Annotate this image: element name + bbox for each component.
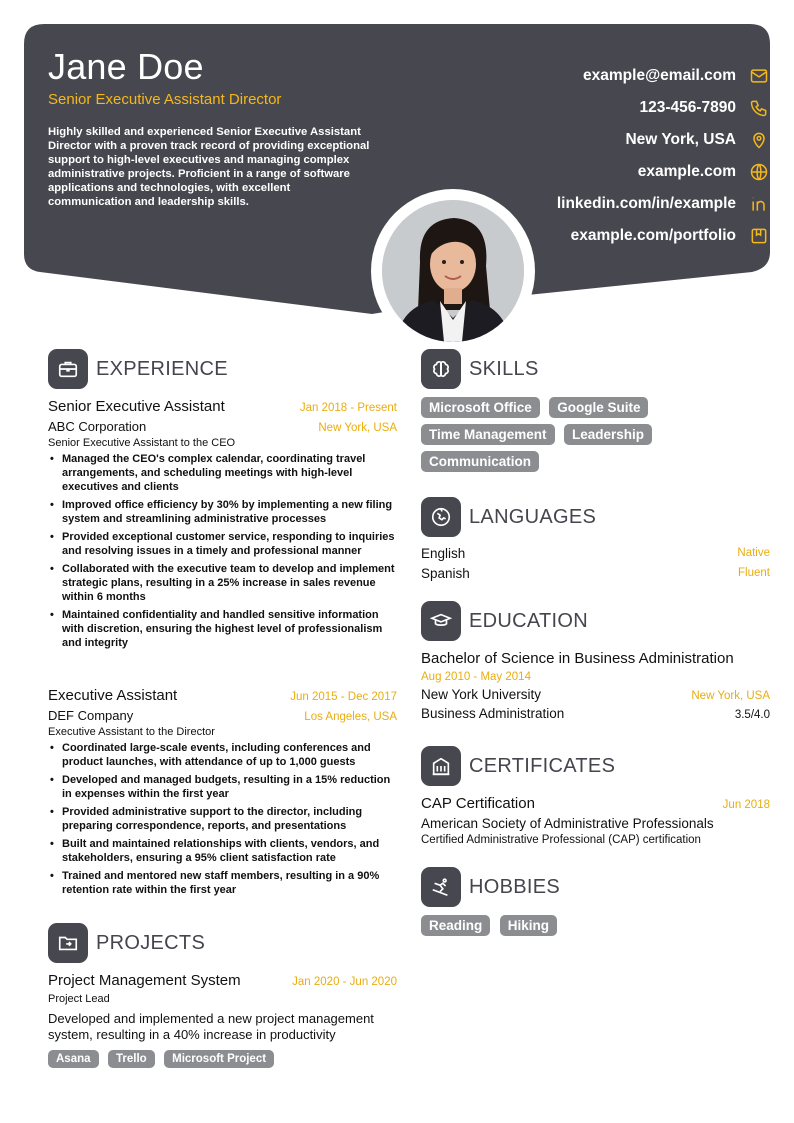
experience-heading [48, 349, 228, 389]
skills-heading [421, 349, 539, 389]
list-item: • Provided exceptional customer service, responding to inquiries and resolving issues in a timely and professional manner [48, 530, 397, 558]
language-icon [421, 497, 461, 537]
project-role: Project Lead [48, 993, 110, 1005]
contact-linkedin-text[interactable]: linkedin.com/in/example [556, 195, 736, 212]
contact-email-text[interactable]: example@email.com [583, 67, 736, 84]
job-location: Los Angeles, USA [304, 711, 397, 723]
contact-portfolio-text[interactable]: example.com/portfolio [570, 227, 736, 244]
portfolio-icon [748, 225, 770, 247]
skills-title: SKILLS [469, 357, 539, 380]
list-item: • Collaborated with the executive team to develop and implement strategic plans, resulting in a 25% increase in sales revenue within 6 months [48, 562, 397, 604]
folder-icon [48, 923, 88, 963]
hobbies-heading [421, 867, 560, 907]
languages-heading [421, 497, 596, 537]
language-level: Native [737, 547, 770, 559]
languages-list [421, 543, 770, 583]
job-entry [48, 687, 397, 901]
job-dates: Jun 2015 - Dec 2017 [290, 691, 397, 703]
globe-icon [748, 161, 770, 183]
education-dates: Aug 2010 - May 2014 [421, 671, 531, 683]
job-location: New York, USA [318, 422, 397, 434]
education-field: Business Administration [421, 706, 565, 721]
graduation-cap-icon [421, 601, 461, 641]
phone-icon [748, 97, 770, 119]
skill-tag: Microsoft Office [421, 397, 540, 418]
contact-location-text: New York, USA [625, 131, 736, 148]
hobbies-title: HOBBIES [469, 875, 561, 898]
list-item: • Built and maintained relationships with clients, vendors, and stakeholders, ensuring a 95% client satisfaction rate [48, 837, 397, 865]
certificates-title: CERTIFICATES [469, 754, 616, 777]
hobby-tag: Reading [421, 915, 490, 936]
job-entry [48, 398, 397, 654]
list-item: • Improved office efficiency by 30% by implementing a new filing system and streamlining administrative processes [48, 498, 397, 526]
certificate-description: Certified Administrative Professional (CAP) certification [421, 834, 701, 846]
contact-email[interactable] [440, 60, 770, 92]
language-row [421, 563, 770, 583]
job-bullets [48, 741, 397, 897]
job-title: Senior Executive Assistant [48, 398, 225, 415]
language-name: English [421, 545, 466, 561]
projects-heading [48, 923, 205, 963]
language-name: Spanish [421, 565, 470, 581]
skill-tag: Google Suite [549, 397, 648, 418]
job-title: Executive Assistant [48, 687, 178, 704]
location-icon [748, 129, 770, 151]
language-row [421, 543, 770, 563]
certificate-entry [421, 795, 770, 846]
list-item: • Developed and managed budgets, resulting in a 15% reduction in expenses within the first year [48, 773, 397, 801]
tag: Microsoft Project [164, 1050, 274, 1068]
job-company: DEF Company [48, 708, 134, 723]
hobby-tag: Hiking [500, 915, 557, 936]
job-role: Executive Assistant to the Director [48, 726, 215, 738]
job-bullets [48, 452, 397, 650]
job-dates: Jan 2018 - Present [299, 402, 397, 414]
avatar [382, 200, 524, 342]
skill-tag: Time Management [421, 424, 555, 445]
language-level: Fluent [738, 567, 770, 579]
list-item: • Provided administrative support to the director, including preparing correspondence, reports, and presentations [48, 805, 397, 833]
list-item: • Managed the CEO's complex calendar, coordinating travel arrangements, and scheduling meetings with high-level executives and clients [48, 452, 397, 494]
certificate-name: CAP Certification [421, 795, 535, 812]
list-item: • Maintained confidentiality and handled sensitive information with discretion, ensuring the highest level of professionalism and integrity [48, 608, 397, 650]
skill-tag: Communication [421, 451, 539, 472]
project-title: Project Management System [48, 972, 241, 989]
certificate-issuer: American Society of Administrative Professionals [421, 816, 714, 831]
education-gpa: 3.5/4.0 [734, 709, 770, 721]
contact-phone[interactable] [440, 92, 770, 124]
job-company: ABC Corporation [48, 419, 147, 434]
contact-website-text[interactable]: example.com [637, 163, 736, 180]
tag: Trello [108, 1050, 155, 1068]
institution-icon [421, 746, 461, 786]
project-entry [48, 972, 397, 1068]
project-dates: Jan 2020 - Jun 2020 [292, 976, 397, 988]
mail-icon [748, 65, 770, 87]
education-school: New York University [421, 687, 542, 702]
certificate-date: Jun 2018 [722, 799, 770, 811]
certificates-heading [421, 746, 615, 786]
education-heading [421, 601, 588, 641]
education-location: New York, USA [691, 690, 770, 702]
brain-icon [421, 349, 461, 389]
briefcase-icon [48, 349, 88, 389]
summary-text: Highly skilled and experienced Senior Executive Assistant Director with a proven track record of providing exceptional support to high-level executives and managing complex administrative projects. Proficient in a range of software applications and technologies, with excellent communication and leadership skills. [48, 126, 370, 208]
job-role: Senior Executive Assistant to the CEO [48, 437, 236, 449]
contact-phone-text[interactable]: 123-456-7890 [639, 99, 736, 116]
tag: Asana [48, 1050, 99, 1068]
skills-list [421, 397, 770, 478]
skiing-icon [421, 867, 461, 907]
education-degree: Bachelor of Science in Business Administration [421, 650, 734, 667]
education-entry [421, 650, 770, 721]
contact-location [440, 124, 770, 156]
candidate-name: Jane Doe [48, 46, 204, 87]
list-item: • Trained and mentored new staff members, resulting in a 90% retention rate within the first year [48, 869, 397, 897]
skill-tag: Leadership [564, 424, 652, 445]
candidate-title: Senior Executive Assistant Director [48, 91, 282, 108]
projects-title: PROJECTS [96, 931, 206, 954]
education-title: EDUCATION [469, 609, 588, 632]
languages-title: LANGUAGES [469, 505, 597, 528]
project-description: Developed and implemented a new project management system, resulting in a 40% increase in productivity [48, 1011, 374, 1042]
linkedin-icon [748, 193, 770, 215]
project-tags [48, 1049, 397, 1068]
contact-website[interactable] [440, 156, 770, 188]
experience-title: EXPERIENCE [96, 357, 228, 380]
list-item: • Coordinated large-scale events, including conferences and product launches, with attendance of up to 1,000 guests [48, 741, 397, 769]
hobbies-list [421, 915, 770, 942]
